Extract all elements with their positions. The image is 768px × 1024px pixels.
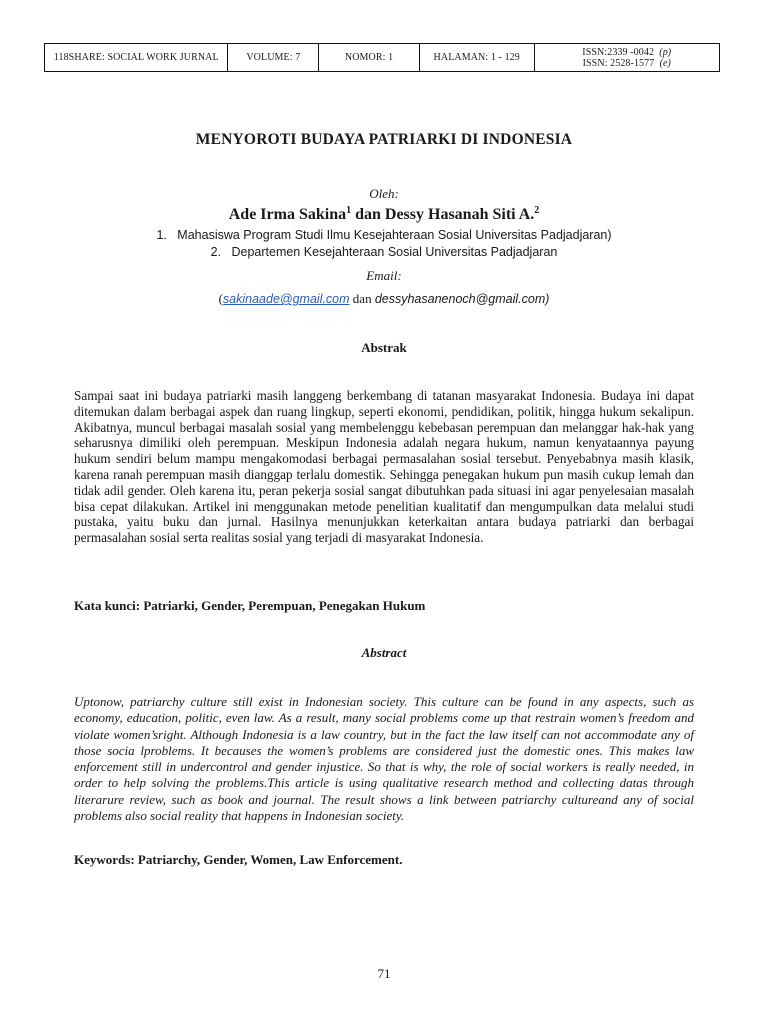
author-line (0, 205, 768, 224)
page-number: 71 (377, 966, 391, 981)
abstract-body: Uptonow, patriarchy culture still exist in Indonesian society. This culture can be found in any aspects, such as economy, education, politic, even law. As a result, many social problems come up that restrain women’s freedom and violate women’sright. Although Indonesia is a law country, but in the fact the law itself can not accommodate any of those socia lproblems. It becauses the women’s problems are considered just the domestic ones. This makes law enforcement still in undercontrol and gender injustice. So that is why, the role of social workers is really needed, in order to help solving the problems.This article is using qualitative research method and collecting datas through literarure review, such as book and journal. The result shows a link between patriarchy cultureand any of social problems also social reality that happens in Indonesian society. (74, 694, 694, 824)
email-label: Email: (366, 268, 402, 283)
author-1: Ade Irma Sakina (228, 206, 347, 223)
paper-title: MENYOROTI BUDAYA PATRIARKI DI INDONESIA (195, 131, 573, 148)
halaman-label: HALAMAN: 1 - 129 (433, 52, 520, 63)
author-1-sup: 1 (346, 205, 352, 216)
email-line (0, 291, 768, 307)
journal-name: 118SHARE: SOCIAL WORK JURNAL (53, 52, 219, 63)
journal-name-cell (45, 44, 228, 71)
email-2: dessyhasanenoch@gmail.com) (374, 292, 550, 306)
nomor-label: NOMOR: 1 (344, 52, 394, 63)
email-link-1[interactable]: sakinaade@gmail.com (222, 292, 350, 306)
issn-online-suffix: (e) (659, 57, 671, 69)
halaman-cell (420, 44, 535, 71)
volume-cell (228, 44, 319, 71)
issn-online: ISSN: 2528-1577 (582, 57, 655, 69)
abstrak-body: Sampai saat ini budaya patriarki masih langgeng berkembang di tatanan masyarakat Indonesia. Budaya ini dapat ditemukan dalam berbagai aspek dan ruang lingkup, seperti ekonomi, pendidikan, politik, hingga hukum sekalipun. Akibatnya, muncul berbagai masalah sosial yang membelenggu kebebasan perempuan dan melanggar hak-hak yang seharusnya dimiliki oleh perempuan. Meskipun Indonesia adalah negara hukum, namun kenyataannya payung hukum sendiri belum mampu mengakomodasi berbagai permasalahan sosial tersebut. Penyebabnya masih klasik, karena ranah perempuan masih dianggap terlalu domestik. Sehingga penegakan hukum pun masih cukup lemah dan tidak adil gender. Oleh karena itu, peran pekerja sosial sangat dibutuhkan pada situasi ini agar penyelesaian masalah bisa cepat dilakukan. Artikel ini menggunakan metode penelitian kualitatif dan mengumpulkan data melalui studi pustaka, yaitu buku dan jurnal. Hasilnya menunjukkan keterkaitan antara budaya patriarki dan berbagai permasalahan sosial serta realitas sosial yang terjadi di masyarakat Indonesia. (74, 388, 694, 546)
issn-print-suffix: (p) (659, 46, 672, 58)
email-open-paren: ( (218, 291, 223, 306)
affiliation-2: 2. Departemen Kesejahteraan Sosial Universitas Padjadjaran (210, 245, 558, 259)
issn-print: ISSN:2339 -0042 (582, 46, 655, 58)
issn-cell (535, 44, 719, 71)
journal-header-table (44, 43, 720, 72)
kata-kunci: Kata kunci: Patriarki, Gender, Perempuan, Penegakan Hukum (74, 598, 426, 613)
nomor-cell (319, 44, 420, 71)
affiliation-1: 1. Mahasiswa Program Studi Ilmu Kesejahteraan Sosial Universitas Padjadjaran) (156, 228, 612, 242)
oleh-label: Oleh: (369, 186, 399, 201)
author-2-sup: 2 (534, 205, 540, 216)
author-connector: dan (351, 206, 385, 223)
volume-label: VOLUME: 7 (246, 52, 301, 63)
issn-print-line (582, 47, 671, 58)
abstract-heading: Abstract (361, 645, 407, 660)
issn-online-line (583, 58, 671, 69)
keywords: Keywords: Patriarchy, Gender, Women, Law Enforcement. (74, 852, 403, 867)
abstrak-heading: Abstrak (361, 340, 407, 355)
author-2: Dessy Hasanah Siti A. (384, 206, 535, 223)
email-connector: dan (349, 291, 375, 306)
